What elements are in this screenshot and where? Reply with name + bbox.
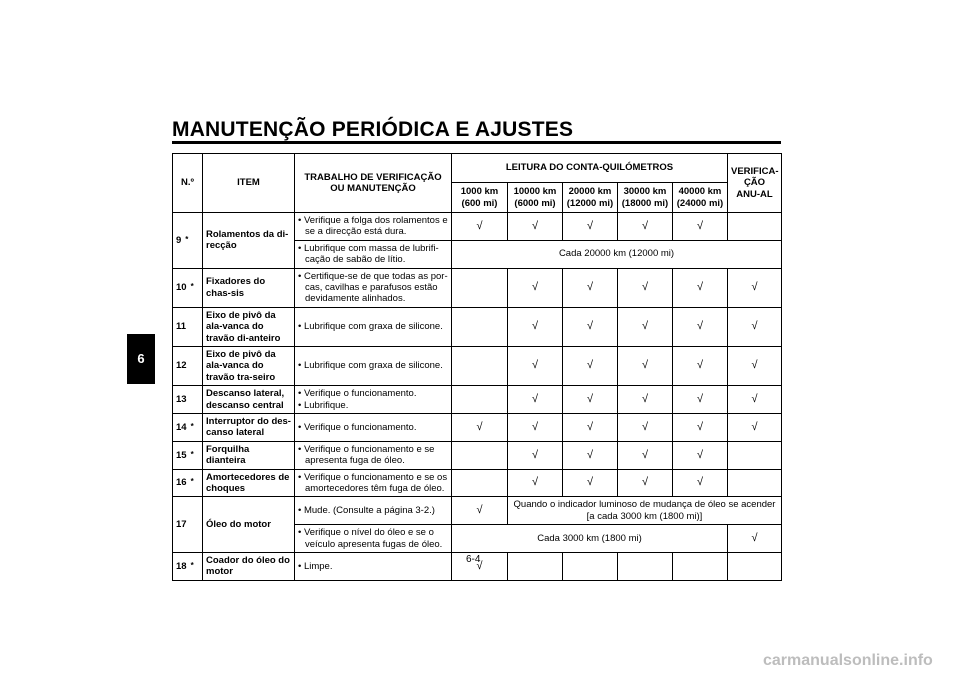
empty-cell bbox=[452, 307, 508, 346]
empty-cell bbox=[452, 386, 508, 414]
check-mark: √ bbox=[563, 441, 618, 469]
row-number: 12 bbox=[173, 346, 203, 385]
check-mark: √ bbox=[508, 268, 563, 307]
header-annual: VERIFICA-ÇÃO ANU-AL bbox=[728, 154, 782, 213]
row-number: 17 bbox=[173, 497, 203, 553]
watermark: carmanualsonline.info bbox=[763, 652, 933, 669]
table-row bbox=[173, 213, 782, 241]
check-mark: √ bbox=[508, 414, 563, 442]
row-number: 10 * bbox=[173, 268, 203, 307]
row-work: • Verifique o funcionamento e se apresenta fuga de óleo. bbox=[295, 441, 452, 469]
row-number: 18 * bbox=[173, 552, 203, 580]
row-number: 11 bbox=[173, 307, 203, 346]
check-mark: √ bbox=[618, 213, 673, 241]
row-item: Interruptor do des-canso lateral bbox=[203, 414, 295, 442]
check-mark: √ bbox=[728, 307, 782, 346]
check-mark: √ bbox=[563, 414, 618, 442]
check-mark: √ bbox=[452, 552, 508, 580]
page-number: 6-4 bbox=[466, 554, 481, 565]
header-km-2: 10000 km (6000 mi) bbox=[508, 183, 563, 213]
header-work: TRABALHO DE VERIFICAÇÃO OU MANUTENÇÃO bbox=[295, 154, 452, 213]
header-km-4: 30000 km (18000 mi) bbox=[618, 183, 673, 213]
check-mark: √ bbox=[673, 213, 728, 241]
row-work: • Lubrifique com graxa de silicone. bbox=[295, 346, 452, 385]
row-work: • Lubrifique com massa de lubrifi-cação de sabão de lítio. bbox=[295, 240, 452, 268]
page-title: MANUTENÇÃO PERIÓDICA E AJUSTES bbox=[172, 118, 574, 141]
check-mark: √ bbox=[618, 414, 673, 442]
empty-cell bbox=[728, 213, 782, 241]
header-km-1: 1000 km (600 mi) bbox=[452, 183, 508, 213]
check-mark: √ bbox=[618, 346, 673, 385]
check-mark: √ bbox=[618, 386, 673, 414]
interval-text: Cada 3000 km (1800 mi) bbox=[452, 525, 728, 553]
check-mark: √ bbox=[728, 268, 782, 307]
empty-cell bbox=[452, 441, 508, 469]
check-mark: √ bbox=[563, 307, 618, 346]
check-mark: √ bbox=[563, 268, 618, 307]
interval-text: Cada 20000 km (12000 mi) bbox=[452, 240, 782, 268]
table-row bbox=[173, 414, 782, 442]
check-mark: √ bbox=[673, 469, 728, 497]
empty-cell bbox=[452, 469, 508, 497]
empty-cell bbox=[508, 552, 563, 580]
check-mark: √ bbox=[618, 307, 673, 346]
check-mark: √ bbox=[673, 346, 728, 385]
row-work: • Certifique-se de que todas as por-cas, cavilhas e parafusos estão devidamente alinhados. bbox=[295, 268, 452, 307]
check-mark: √ bbox=[618, 268, 673, 307]
table-row bbox=[173, 268, 782, 307]
table-row bbox=[173, 386, 782, 414]
table-row bbox=[173, 469, 782, 497]
row-item: Eixo de pivô da ala-vanca do travão tra-seiro bbox=[203, 346, 295, 385]
row-number: 16 * bbox=[173, 469, 203, 497]
check-mark: √ bbox=[673, 441, 728, 469]
empty-cell bbox=[618, 552, 673, 580]
check-mark: √ bbox=[508, 386, 563, 414]
check-mark: √ bbox=[508, 213, 563, 241]
table-row bbox=[173, 346, 782, 385]
empty-cell bbox=[673, 552, 728, 580]
check-mark: √ bbox=[673, 386, 728, 414]
check-mark: √ bbox=[728, 525, 782, 553]
check-mark: √ bbox=[452, 497, 508, 525]
check-mark: √ bbox=[673, 414, 728, 442]
empty-cell bbox=[452, 268, 508, 307]
check-mark: √ bbox=[563, 386, 618, 414]
empty-cell bbox=[563, 552, 618, 580]
empty-cell bbox=[728, 552, 782, 580]
maintenance-table bbox=[172, 153, 782, 581]
check-mark: √ bbox=[618, 441, 673, 469]
row-item: Rolamentos da di-recção bbox=[203, 213, 295, 269]
check-mark: √ bbox=[728, 386, 782, 414]
row-work: • Verifique o funcionamento. bbox=[295, 414, 452, 442]
row-number: 9 * bbox=[173, 213, 203, 269]
title-rule bbox=[172, 141, 781, 144]
check-mark: √ bbox=[452, 414, 508, 442]
check-mark: √ bbox=[452, 213, 508, 241]
section-tab: 6 bbox=[127, 334, 155, 384]
table-row bbox=[173, 307, 782, 346]
interval-text: Quando o indicador luminoso de mudança de óleo se acender [a cada 3000 km (1800 mi)] bbox=[508, 497, 782, 525]
row-item: Forquilha dianteira bbox=[203, 441, 295, 469]
row-item: Eixo de pivô da ala-vanca do travão di-anteiro bbox=[203, 307, 295, 346]
check-mark: √ bbox=[618, 469, 673, 497]
row-number: 14 * bbox=[173, 414, 203, 442]
row-work: • Verifique a folga dos rolamentos e se a direcção está dura. bbox=[295, 213, 452, 241]
empty-cell bbox=[452, 346, 508, 385]
row-item: Coador do óleo do motor bbox=[203, 552, 295, 580]
header-no: N.º bbox=[173, 154, 203, 213]
row-item: Fixadores do chas-sis bbox=[203, 268, 295, 307]
row-work: • Limpe. bbox=[295, 552, 452, 580]
header-km-5: 40000 km (24000 mi) bbox=[673, 183, 728, 213]
check-mark: √ bbox=[508, 307, 563, 346]
header-odometer: LEITURA DO CONTA-QUILÓMETROS bbox=[452, 154, 728, 183]
check-mark: √ bbox=[673, 307, 728, 346]
row-work: • Verifique o nível do óleo e se o veículo apresenta fugas de óleo. bbox=[295, 525, 452, 553]
check-mark: √ bbox=[563, 469, 618, 497]
row-item: Amortecedores de choques bbox=[203, 469, 295, 497]
row-item: Descanso lateral, descanso central bbox=[203, 386, 295, 414]
row-number: 13 bbox=[173, 386, 203, 414]
table-row bbox=[173, 497, 782, 525]
row-work: • Lubrifique com graxa de silicone. bbox=[295, 307, 452, 346]
empty-cell bbox=[728, 469, 782, 497]
row-item: Óleo do motor bbox=[203, 497, 295, 553]
header-item: ITEM bbox=[203, 154, 295, 213]
check-mark: √ bbox=[728, 346, 782, 385]
table-row bbox=[173, 441, 782, 469]
check-mark: √ bbox=[563, 346, 618, 385]
check-mark: √ bbox=[508, 441, 563, 469]
check-mark: √ bbox=[728, 414, 782, 442]
row-work: • Verifique o funcionamento. • Lubrifique. bbox=[295, 386, 452, 414]
row-number: 15 * bbox=[173, 441, 203, 469]
check-mark: √ bbox=[508, 346, 563, 385]
check-mark: √ bbox=[508, 469, 563, 497]
header-km-3: 20000 km (12000 mi) bbox=[563, 183, 618, 213]
check-mark: √ bbox=[673, 268, 728, 307]
check-mark: √ bbox=[563, 213, 618, 241]
empty-cell bbox=[728, 441, 782, 469]
row-work: • Mude. (Consulte a página 3-2.) bbox=[295, 497, 452, 525]
row-work: • Verifique o funcionamento e se os amortecedores têm fuga de óleo. bbox=[295, 469, 452, 497]
